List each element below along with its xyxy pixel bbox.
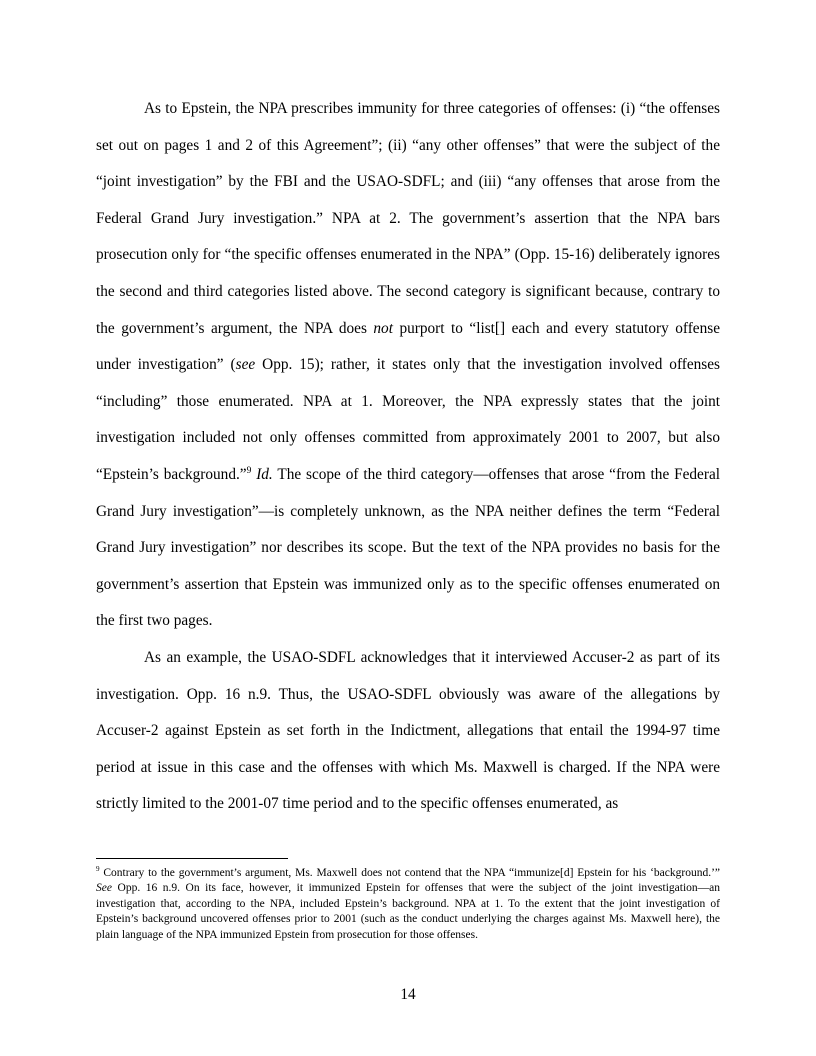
footnote-segment: Opp. 16 n.9. On its face, however, it immunized Epstein for offenses that were the subject of the joint investigation—an investigation that, according to the NPA, included Epstein’s background. NPA at 1. To the extent that the joint investigation of Epstein’s background uncovered offenses prior to 2001 (such as the conduct underlying the charges against Ms. Maxwell here), the plain language of the NPA immunized Epstein from prosecution for those offenses. <box>96 882 720 941</box>
emphasis-text: See <box>96 882 112 895</box>
emphasis-text: see <box>235 356 256 374</box>
emphasis-text: not <box>373 319 393 337</box>
paragraph-text: As to Epstein, the NPA prescribes immunity for three categories of offenses: (i) “the offenses set out on pages 1 and 2 of this Agreement”; (ii) “any other offenses” that were the subject of the “joint investigation” by the FBI and the USAO-SDFL; and (iii) “any offenses that arose from the Federal Grand Jury investigation.” NPA at 2. The government’s assertion that the NPA bars prosecution only for “the specific offenses enumerated in the NPA” (Opp. 15-16) deliberately ignores the second and third categories listed above. The second category is significant because, contrary to the government’s argument, the NPA does <box>96 100 720 337</box>
footnote-reference: 9 <box>246 465 252 476</box>
footnote-text <box>96 866 720 943</box>
paragraph-text: The scope of the third category—offenses that arose “from the Federal Grand Jury investigation”—is completely unknown, as the NPA neither defines the term “Federal Grand Jury investigation” nor describes its scope. But the text of the NPA provides no basis for the government’s assertion that Epstein was immunized only as to the specific offenses enumerated on the first two pages. <box>96 465 720 630</box>
footnote-separator <box>96 858 288 859</box>
paragraph-text: Opp. 15); rather, it states only that the investigation involved offenses “including” those enumerated. NPA at 1. Moreover, the NPA expressly states that the joint investigation included not only offenses committed from approximately 2001 to 2007, but also “Epstein’s background.” <box>96 356 720 483</box>
emphasis-text: Id. <box>256 465 273 483</box>
footnote-segment: Contrary to the government’s argument, Ms. Maxwell does not contend that the NPA “immunize[d] Epstein for his ‘background.’” <box>99 867 720 879</box>
footnote-number: 9 <box>96 865 100 874</box>
body-text <box>96 91 720 823</box>
paragraph-example-accuser: As an example, the USAO-SDFL acknowledges that it interviewed Accuser-2 as part of its investigation. Opp. 16 n.9. Thus, the USAO-SDFL obviously was aware of the allegations by Accuser-2 against Epstein as set forth in the Indictment, allegations that entail the 1994-97 time period at issue in this case and the offenses with which Ms. Maxwell is charged. If the NPA were strictly limited to the 2001-07 time period and to the specific offenses enumerated, as <box>96 648 720 813</box>
paragraph-immunity-categories <box>96 91 720 640</box>
footnote <box>96 866 720 943</box>
page-number: 14 <box>400 986 416 1003</box>
paragraph-text: purport to “list[] each and every statutory offense under investigation” ( <box>96 319 720 374</box>
